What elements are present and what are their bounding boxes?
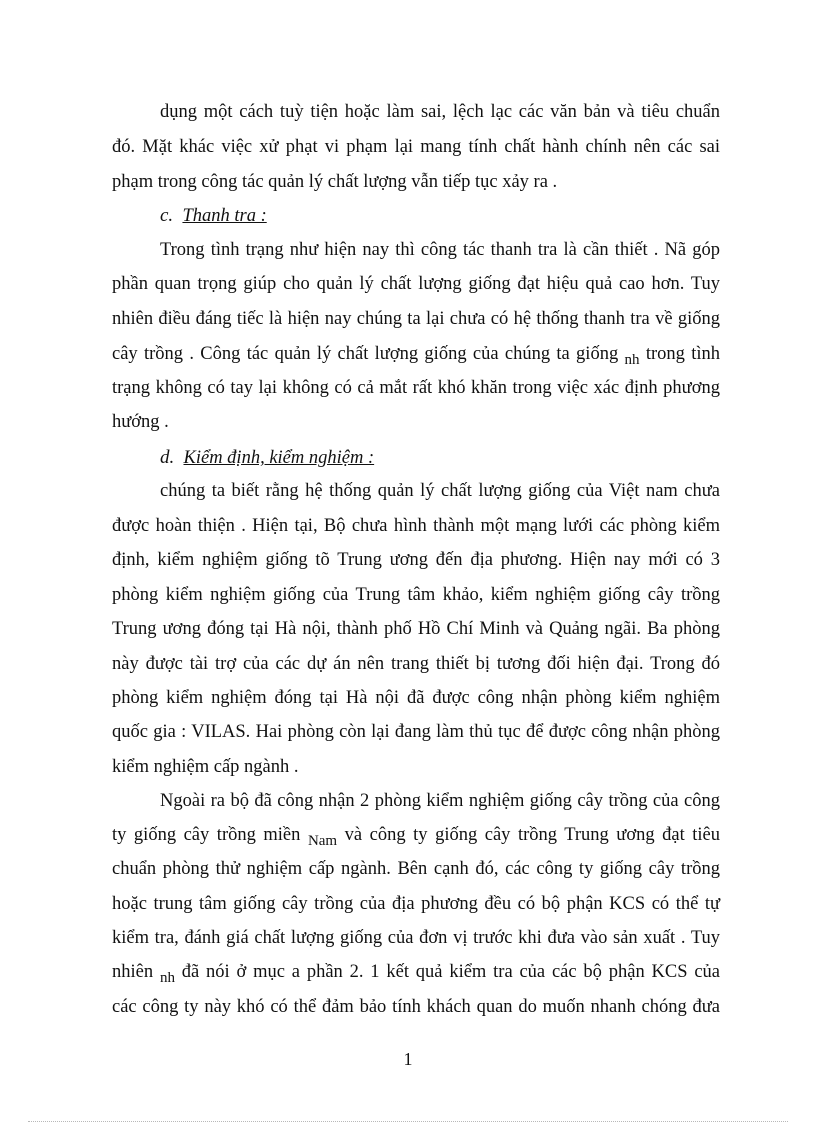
text-run: cây trồng . Công tác quản lý chất lượng giống của chúng ta giống bbox=[112, 344, 619, 364]
paragraph-line bbox=[112, 342, 720, 367]
paragraph-line: dụng một cách tuỳ tiện hoặc làm sai, lệch lạc các văn bản và tiêu chuẩn bbox=[160, 102, 720, 122]
footer-divider bbox=[28, 1121, 788, 1122]
paragraph-line: được hoàn thiện . Hiện tại, Bộ chưa hình thành một mạng lưới các phòng kiểm bbox=[112, 516, 720, 536]
section-letter: d. bbox=[160, 447, 175, 468]
paragraph-line: này được tài trợ của các dự án nên trang thiết bị tương đối hiện đại. Trong đó bbox=[112, 654, 720, 674]
paragraph-line: kiểm nghiệm cấp ngành . bbox=[112, 757, 299, 777]
section-title: Thanh tra : bbox=[182, 206, 267, 226]
paragraph-line: định, kiểm nghiệm giống tõ Trung ương đến địa phương. Hiện nay mới có 3 bbox=[112, 550, 720, 570]
paragraph-line: quốc gia : VILAS. Hai phòng còn lại đang làm thủ tục để được công nhận phòng bbox=[112, 722, 720, 742]
section-letter: c. bbox=[160, 205, 174, 226]
paragraph-line: kiểm tra, đánh giá chất lượng giống của đơn vị trước khi đưa vào sản xuất . Tuy bbox=[112, 928, 720, 948]
page-number: 1 bbox=[403, 1049, 413, 1069]
text-run: ty giống cây trồng miền bbox=[112, 825, 301, 845]
paragraph-line: các công ty này khó có thể đảm bảo tính khách quan do muốn nhanh chóng đưa bbox=[112, 997, 720, 1017]
text-run: đã nói ở mục a phần 2. 1 kết quả kiểm tra của các bộ phận KCS của bbox=[181, 962, 721, 982]
paragraph-line: đó. Mặt khác việc xử phạt vi phạm lại mang tính chất hành chính nên các sai bbox=[112, 137, 720, 157]
subscript-text: nh bbox=[159, 970, 175, 986]
paragraph-line: phòng kiểm nghiệm giống của Trung tâm khảo, kiểm nghiệm giống cây trồng bbox=[112, 585, 720, 605]
paragraph-line: chúng ta biết rằng hệ thống quản lý chất lượng giống của Việt nam chưa bbox=[160, 481, 720, 501]
paragraph-line: nhiên điều đáng tiếc là hiện nay chúng ta lại chưa có hệ thống thanh tra về giống bbox=[112, 309, 720, 329]
paragraph-line bbox=[112, 823, 720, 848]
paragraph-line: phần quan trọng giúp cho quản lý chất lượng giống đạt hiệu quả cao hơn. Tuy bbox=[112, 274, 720, 294]
section-title: Kiểm định, kiểm nghiệm : bbox=[183, 448, 375, 468]
section-heading-d bbox=[160, 446, 374, 470]
paragraph-line: phạm trong công tác quản lý chất lượng vẫn tiếp tục xảy ra . bbox=[112, 172, 558, 192]
paragraph-line: Trung ương đóng tại Hà nội, thành phố Hồ Chí Minh và Quảng ngãi. Ba phòng bbox=[112, 619, 720, 639]
paragraph-line bbox=[112, 960, 720, 985]
text-run: và công ty giống cây trồng Trung ương đạt tiêu bbox=[344, 825, 721, 845]
paragraph-line: chuẩn phòng thử nghiệm cấp ngành. Bên cạnh đó, các công ty giống cây trồng bbox=[112, 859, 720, 879]
paragraph-line: Trong tình trạng như hiện nay thì công tác thanh tra là cần thiết . Nã góp bbox=[160, 240, 720, 260]
subscript-text: nh bbox=[624, 352, 640, 368]
paragraph-line: hoặc trung tâm giống cây trồng của địa phương đều có bộ phận KCS có thể tự bbox=[112, 894, 720, 914]
text-run: trong tình bbox=[645, 344, 721, 364]
section-heading-c bbox=[160, 204, 267, 228]
subscript-text: Nam bbox=[307, 833, 338, 849]
paragraph-line: trạng không có tay lại không có cả mắt rất khó khăn trong việc xác định phương bbox=[112, 378, 720, 398]
text-run: nhiên bbox=[112, 962, 154, 982]
paragraph-line: phòng kiểm nghiệm đóng tại Hà nội đã được công nhận phòng kiểm nghiệm bbox=[112, 688, 720, 708]
paragraph-line: Ngoài ra bộ đã công nhận 2 phòng kiểm nghiệm giống cây trồng của công bbox=[160, 791, 720, 811]
paragraph-line: hướng . bbox=[112, 412, 169, 432]
